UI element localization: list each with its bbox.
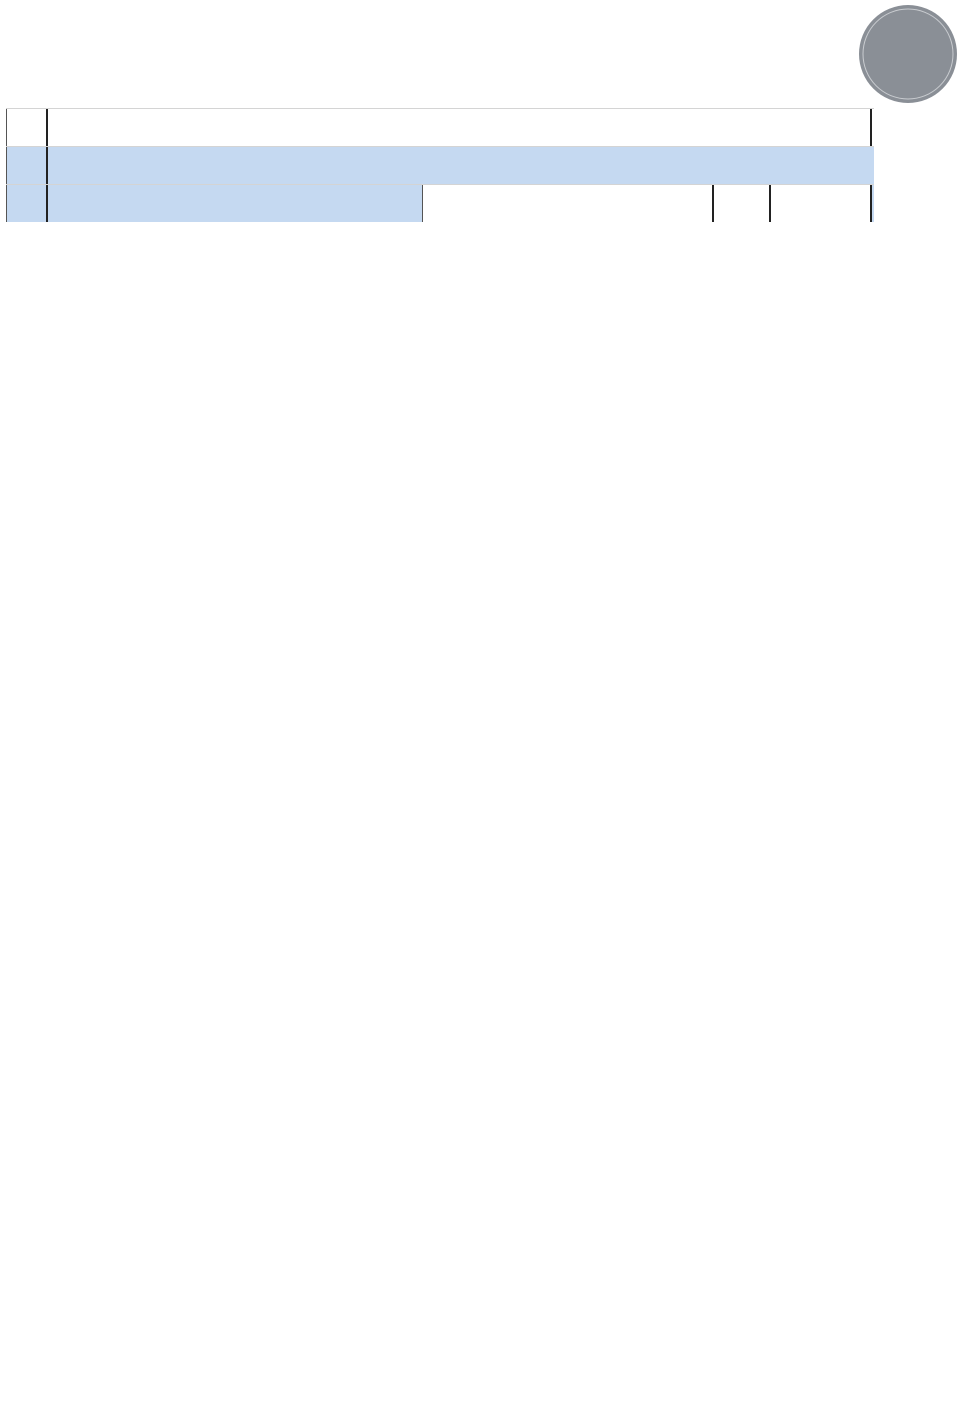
subheading-administrativt [48, 185, 422, 222]
comment-header [422, 147, 714, 184]
comment-cell [422, 185, 714, 222]
row-number-cell [6, 185, 48, 222]
section-header-samordning [6, 146, 874, 184]
intro-row [6, 108, 874, 146]
done-cell [771, 185, 872, 222]
ongoing-cell [714, 185, 771, 222]
row-number-cell [6, 109, 48, 146]
intro-text [48, 109, 872, 146]
done-header [771, 147, 872, 184]
row-number-cell [6, 147, 48, 184]
section-title [48, 147, 422, 184]
ongoing-header [714, 147, 771, 184]
subheading-row [6, 184, 874, 222]
as-logo [858, 4, 958, 104]
